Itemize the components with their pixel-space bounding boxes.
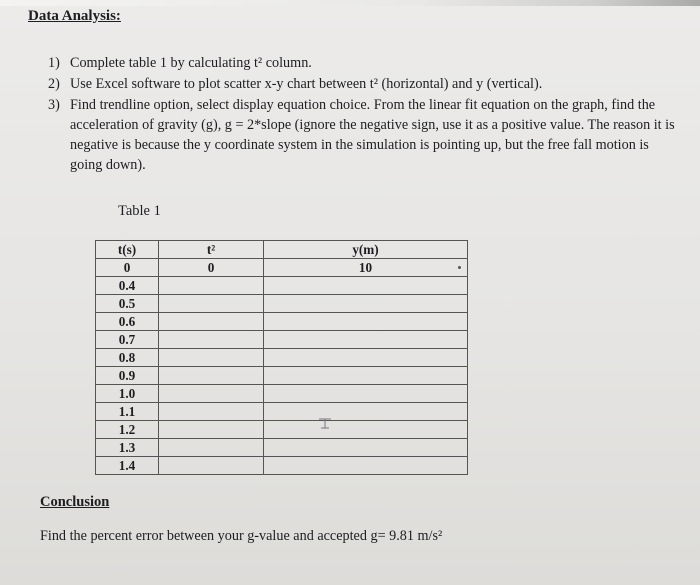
cell-time: 0.4 xyxy=(96,277,159,295)
cell-time-squared: 0 xyxy=(159,259,264,277)
cell-position xyxy=(264,457,468,475)
task-item xyxy=(48,53,678,73)
table-row xyxy=(96,331,468,349)
task-text: Use Excel software to plot scatter x-y chart between t² (horizontal) and y (vertical). xyxy=(70,76,543,92)
cell-position xyxy=(264,295,468,313)
data-table xyxy=(95,240,468,475)
table-row xyxy=(96,457,468,475)
header-time: t(s) xyxy=(96,241,159,259)
task-item xyxy=(48,95,678,175)
table-caption: Table 1 xyxy=(118,203,161,219)
cell-time-squared xyxy=(159,277,264,295)
table-row xyxy=(96,277,468,295)
table-row xyxy=(96,403,468,421)
cell-time: 1.1 xyxy=(96,403,159,421)
table-row xyxy=(96,385,468,403)
cell-position: 10 xyxy=(264,259,468,277)
conclusion-heading: Conclusion xyxy=(40,494,110,510)
cell-time-squared xyxy=(159,457,264,475)
cell-time-squared xyxy=(159,385,264,403)
cell-time-squared xyxy=(159,421,264,439)
cell-position xyxy=(264,403,468,421)
cell-time-squared xyxy=(159,439,264,457)
task-text: Complete table 1 by calculating t² column. xyxy=(70,55,312,71)
cell-time: 1.0 xyxy=(96,385,159,403)
cell-position xyxy=(264,349,468,367)
section-heading: Data Analysis: xyxy=(28,8,121,24)
cursor-mark-icon xyxy=(316,416,334,430)
cell-time: 0 xyxy=(96,259,159,277)
cell-position xyxy=(264,331,468,349)
cell-time-squared xyxy=(159,331,264,349)
pen-mark xyxy=(316,416,334,434)
table-header-row xyxy=(96,241,468,259)
table-row xyxy=(96,295,468,313)
page-edge xyxy=(0,0,700,6)
conclusion-text: Find the percent error between your g-value and accepted g= 9.81 m/s² xyxy=(40,528,443,544)
table-row xyxy=(96,259,468,277)
cell-time: 0.5 xyxy=(96,295,159,313)
cell-time-squared xyxy=(159,313,264,331)
task-text: Find trendline option, select display equation choice. From the linear fit equation on the graph, find the acceleration of gravity (g), g = 2*slope (ignore the negative sign, use it as a positive value. The reason it is negative is because the y coordinate system in the simulation is pointing up, but the free fall motion is going down). xyxy=(70,97,675,173)
table-row xyxy=(96,421,468,439)
task-item xyxy=(48,74,678,94)
cell-time: 0.7 xyxy=(96,331,159,349)
task-number: 3) xyxy=(48,97,60,113)
header-position: y(m) xyxy=(264,241,468,259)
cell-time-squared xyxy=(159,295,264,313)
cell-time-squared xyxy=(159,349,264,367)
cell-time: 1.2 xyxy=(96,421,159,439)
task-number: 1) xyxy=(48,55,60,71)
task-number: 2) xyxy=(48,76,60,92)
table-row xyxy=(96,313,468,331)
cell-time: 0.8 xyxy=(96,349,159,367)
cell-position xyxy=(264,439,468,457)
cell-time-squared xyxy=(159,367,264,385)
cell-time: 0.9 xyxy=(96,367,159,385)
table-row xyxy=(96,439,468,457)
cell-position xyxy=(264,367,468,385)
table-row xyxy=(96,349,468,367)
cell-time: 0.6 xyxy=(96,313,159,331)
cell-position xyxy=(264,421,468,439)
cell-time: 1.4 xyxy=(96,457,159,475)
cell-position xyxy=(264,385,468,403)
cell-time: 1.3 xyxy=(96,439,159,457)
cell-time-squared xyxy=(159,403,264,421)
cell-position xyxy=(264,277,468,295)
stray-dot xyxy=(458,266,461,269)
cell-position xyxy=(264,313,468,331)
task-list xyxy=(48,53,678,176)
table-row xyxy=(96,367,468,385)
header-time-squared: t² xyxy=(159,241,264,259)
